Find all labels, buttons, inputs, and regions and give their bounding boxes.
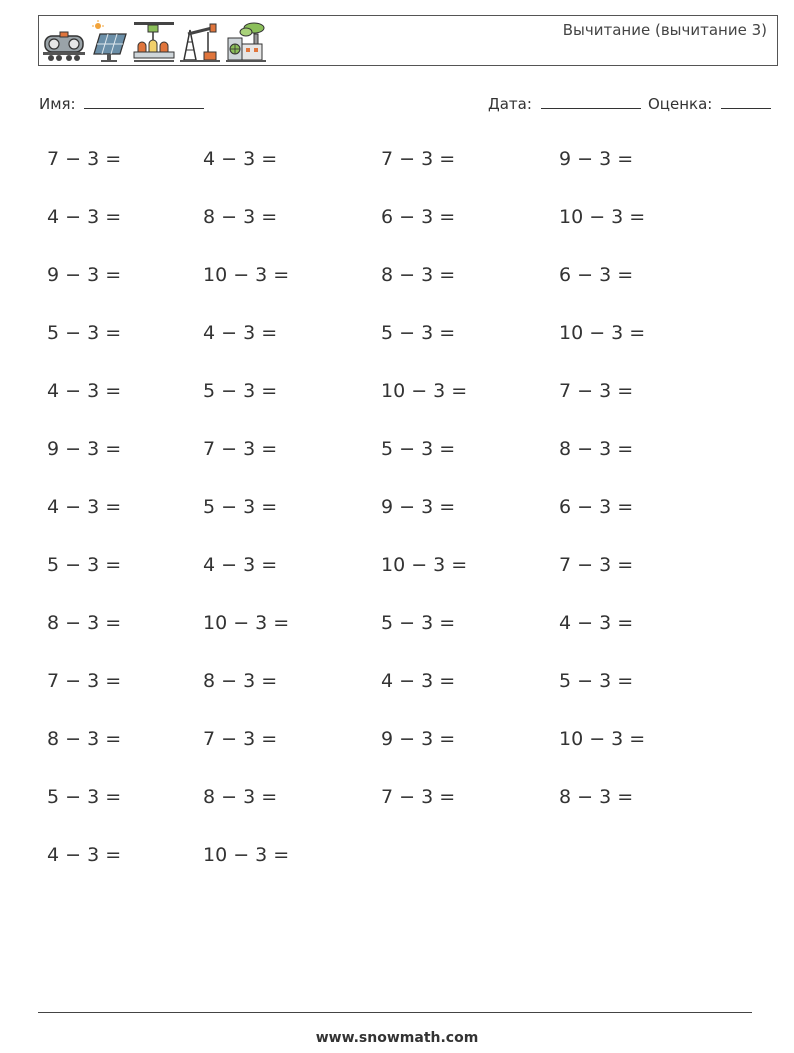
problem-item: 7 − 3 = xyxy=(47,670,122,692)
problem-item: 10 − 3 = xyxy=(381,554,468,576)
problem-item: 6 − 3 = xyxy=(559,496,634,518)
problem-item: 5 − 3 = xyxy=(47,322,122,344)
problem-item: 6 − 3 = xyxy=(559,264,634,286)
name-field xyxy=(39,94,204,113)
problem-item: 8 − 3 = xyxy=(203,786,278,808)
problem-item: 4 − 3 = xyxy=(203,554,278,576)
problem-item: 10 − 3 = xyxy=(203,264,290,286)
problem-item: 4 − 3 = xyxy=(559,612,634,634)
name-blank xyxy=(84,94,204,109)
name-label: Имя: xyxy=(39,95,76,113)
problem-item: 7 − 3 = xyxy=(203,728,278,750)
problem-item: 5 − 3 = xyxy=(381,612,456,634)
problem-item: 5 − 3 = xyxy=(203,496,278,518)
problem-item: 4 − 3 = xyxy=(47,496,122,518)
problem-item: 9 − 3 = xyxy=(381,728,456,750)
problem-item: 9 − 3 = xyxy=(47,438,122,460)
problem-item: 5 − 3 = xyxy=(203,380,278,402)
problem-item: 10 − 3 = xyxy=(381,380,468,402)
problem-item: 7 − 3 = xyxy=(203,438,278,460)
problem-item: 9 − 3 = xyxy=(47,264,122,286)
problem-item: 10 − 3 = xyxy=(559,206,646,228)
problem-item: 10 − 3 = xyxy=(559,322,646,344)
header-icons xyxy=(42,20,272,64)
problem-item: 7 − 3 = xyxy=(559,380,634,402)
problem-item: 4 − 3 = xyxy=(47,844,122,866)
problem-item: 10 − 3 = xyxy=(559,728,646,750)
problem-item: 5 − 3 = xyxy=(47,554,122,576)
worksheet-title: Вычитание (вычитание 3) xyxy=(562,21,767,39)
problem-item: 5 − 3 = xyxy=(381,438,456,460)
problem-item: 10 − 3 = xyxy=(203,844,290,866)
tank-wagon-icon xyxy=(42,20,86,64)
problem-item: 8 − 3 = xyxy=(203,206,278,228)
footer-url: www.snowmath.com xyxy=(315,1030,479,1046)
eco-factory-icon xyxy=(224,20,268,64)
problem-item: 8 − 3 = xyxy=(381,264,456,286)
problem-item: 5 − 3 = xyxy=(559,670,634,692)
problem-item: 10 − 3 = xyxy=(203,612,290,634)
problem-item: 5 − 3 = xyxy=(47,786,122,808)
date-label: Дата: xyxy=(488,95,532,113)
worksheet-header xyxy=(38,15,778,66)
problem-item: 9 − 3 = xyxy=(381,496,456,518)
oil-pump-jack-icon xyxy=(178,20,222,64)
date-blank xyxy=(541,94,641,109)
score-label: Оценка: xyxy=(648,95,713,113)
problem-item: 4 − 3 = xyxy=(47,380,122,402)
problem-item: 7 − 3 = xyxy=(559,554,634,576)
problem-item: 4 − 3 = xyxy=(381,670,456,692)
problem-item: 7 − 3 = xyxy=(47,148,122,170)
footer-divider xyxy=(38,1012,752,1013)
problem-item: 7 − 3 = xyxy=(381,786,456,808)
date-field xyxy=(488,94,641,113)
problem-item: 5 − 3 = xyxy=(381,322,456,344)
problem-item: 8 − 3 = xyxy=(559,786,634,808)
problem-item: 7 − 3 = xyxy=(381,148,456,170)
problem-item: 4 − 3 = xyxy=(203,322,278,344)
oil-storage-tanks-icon xyxy=(132,20,176,64)
problem-item: 4 − 3 = xyxy=(47,206,122,228)
problem-item: 9 − 3 = xyxy=(559,148,634,170)
problem-item: 6 − 3 = xyxy=(381,206,456,228)
problem-item: 4 − 3 = xyxy=(203,148,278,170)
solar-panel-icon xyxy=(90,20,130,64)
score-blank xyxy=(721,94,771,109)
problem-item: 8 − 3 = xyxy=(47,728,122,750)
problem-item: 8 − 3 = xyxy=(203,670,278,692)
problem-item: 8 − 3 = xyxy=(559,438,634,460)
problem-item: 8 − 3 = xyxy=(47,612,122,634)
score-field xyxy=(648,94,771,113)
